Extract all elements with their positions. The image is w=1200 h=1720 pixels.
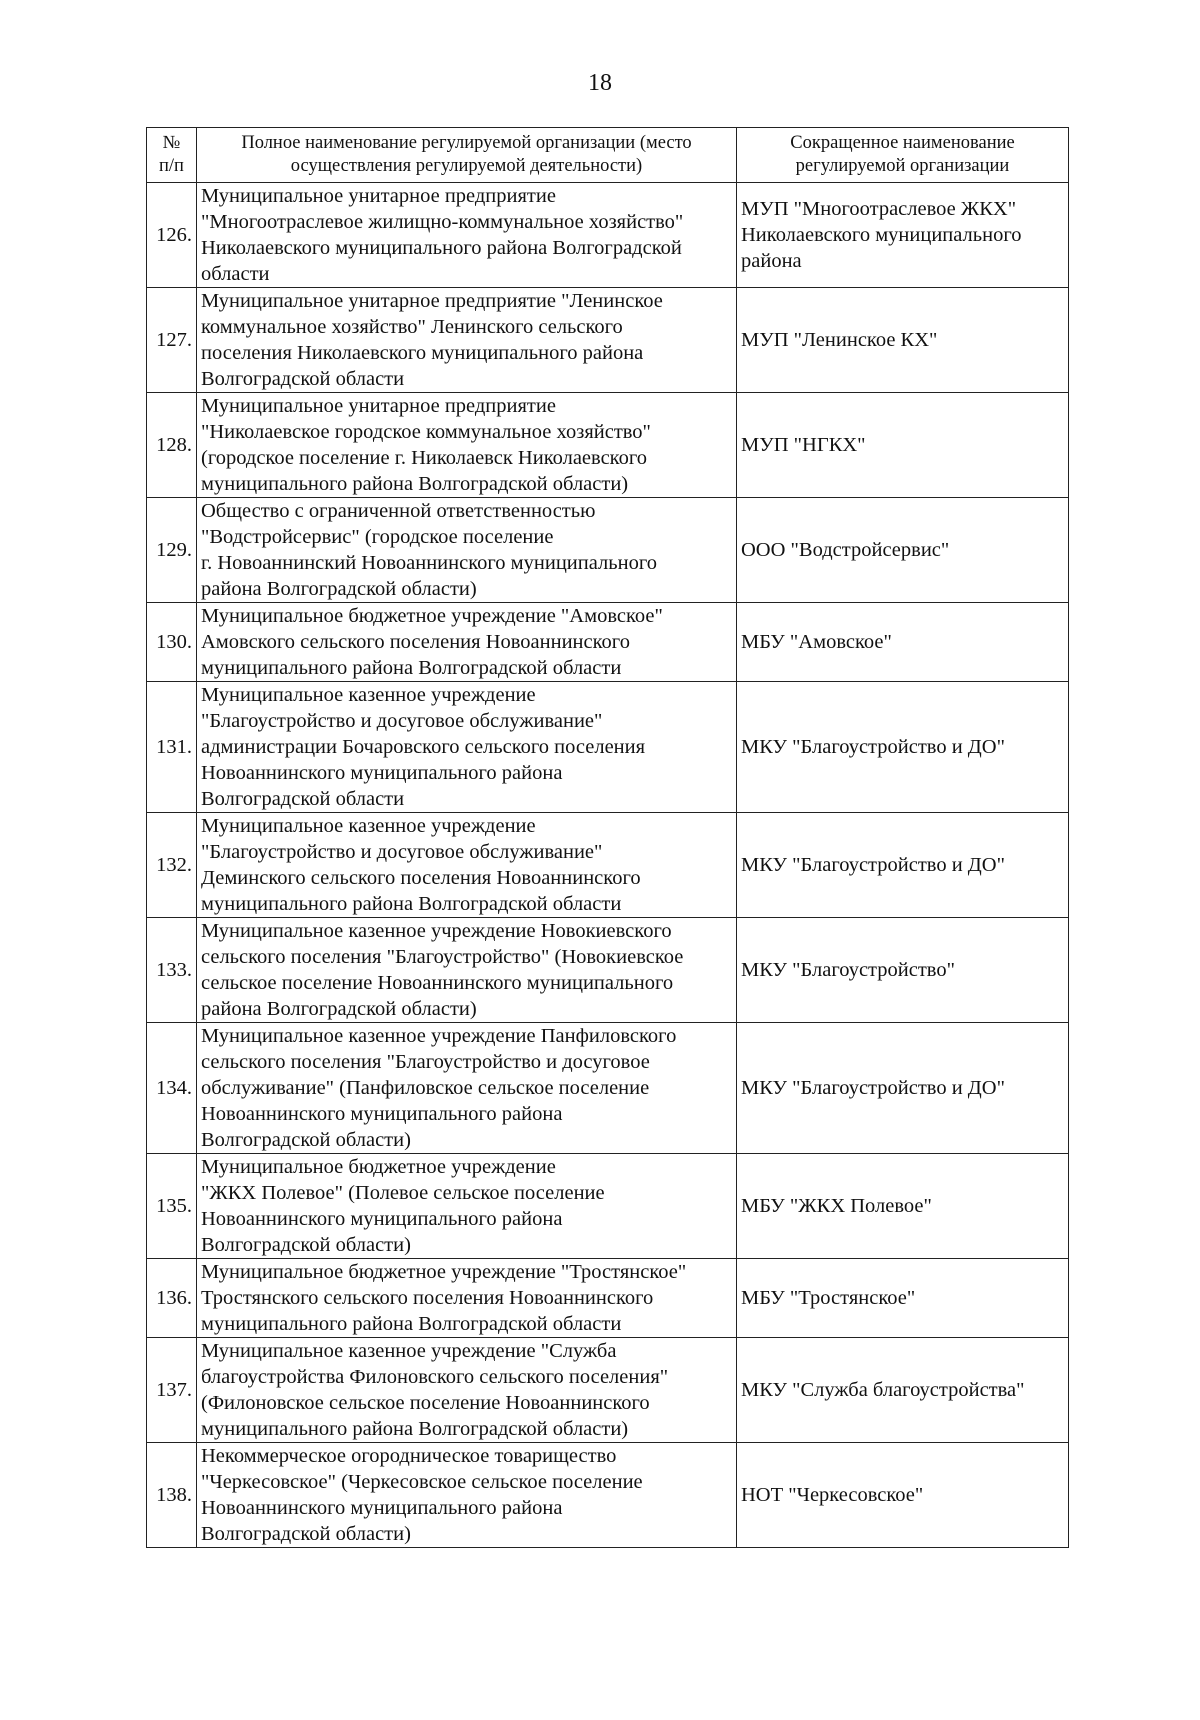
full-name-line: муниципального района Волгоградской области xyxy=(201,657,622,679)
table-row xyxy=(147,288,1069,393)
full-name-cell xyxy=(197,1259,737,1338)
full-name-line: Некоммерческое огородническое товарищество xyxy=(201,1445,617,1467)
full-name-line: Деминского сельского поселения Новоаннинского xyxy=(201,867,641,889)
header-number-line: № xyxy=(162,133,181,153)
full-name-line: Общество с ограниченной ответственностью xyxy=(201,500,596,522)
full-name-line: Николаевского муниципального района Волгоградской xyxy=(201,237,682,259)
short-name-cell xyxy=(737,682,1069,813)
row-number: 131. xyxy=(147,682,197,813)
full-name-line: Волгоградской области) xyxy=(201,1523,411,1545)
full-name-cell xyxy=(197,1154,737,1259)
short-name-cell xyxy=(737,1443,1069,1548)
full-name-cell xyxy=(197,183,737,288)
full-name-line: Муниципальное унитарное предприятие xyxy=(201,185,556,207)
full-name-cell xyxy=(197,1443,737,1548)
full-name-cell xyxy=(197,498,737,603)
full-name-line: благоустройства Филоновского сельского поселения" xyxy=(201,1366,669,1388)
full-name-line: Волгоградской области xyxy=(201,788,405,810)
header-short-name-line: Сокращенное наименование xyxy=(790,133,1015,153)
full-name-line: Муниципальное бюджетное учреждение "Амовское" xyxy=(201,605,663,627)
short-name-cell xyxy=(737,1338,1069,1443)
full-name-line: Новоаннинского муниципального района xyxy=(201,1497,563,1519)
header-full-name xyxy=(197,128,737,183)
full-name-line: муниципального района Волгоградской области xyxy=(201,893,622,915)
table-row xyxy=(147,918,1069,1023)
header-short-name-line: регулируемой организации xyxy=(795,156,1010,176)
header-full-name-line: осуществления регулируемой деятельности) xyxy=(290,156,643,176)
full-name-cell xyxy=(197,603,737,682)
full-name-cell xyxy=(197,813,737,918)
full-name-line: коммунальное хозяйство" Ленинского сельского xyxy=(201,316,623,338)
short-name-line: МБУ "Тростянское" xyxy=(741,1287,916,1309)
row-number: 126. xyxy=(147,183,197,288)
full-name-line: Муниципальное казенное учреждение Новокиевского xyxy=(201,920,672,942)
full-name-line: области xyxy=(201,263,270,285)
full-name-cell xyxy=(197,1023,737,1154)
full-name-cell xyxy=(197,918,737,1023)
table-row xyxy=(147,1259,1069,1338)
table-row xyxy=(147,1338,1069,1443)
full-name-line: Новоаннинского муниципального района xyxy=(201,762,563,784)
full-name-line: муниципального района Волгоградской области) xyxy=(201,1418,629,1440)
short-name-cell xyxy=(737,1259,1069,1338)
full-name-line: Муниципальное казенное учреждение xyxy=(201,815,536,837)
full-name-line: "ЖКХ Полевое" (Полевое сельское поселение xyxy=(201,1182,605,1204)
row-number: 130. xyxy=(147,603,197,682)
table-row xyxy=(147,1154,1069,1259)
full-name-cell xyxy=(197,393,737,498)
short-name-line: МБУ "Амовское" xyxy=(741,631,892,653)
full-name-line: обслуживание" (Панфиловское сельское поселение xyxy=(201,1077,650,1099)
short-name-line: МКУ "Благоустройство и ДО" xyxy=(741,854,1005,876)
full-name-line: администрации Бочаровского сельского поселения xyxy=(201,736,646,758)
header-number-line: п/п xyxy=(159,156,184,176)
full-name-line: "Благоустройство и досуговое обслуживание" xyxy=(201,841,603,863)
short-name-line: МУП "НГКХ" xyxy=(741,434,866,456)
short-name-cell xyxy=(737,393,1069,498)
full-name-line: сельского поселения "Благоустройство" (Новокиевское xyxy=(201,946,684,968)
full-name-cell xyxy=(197,288,737,393)
short-name-line: района xyxy=(741,250,802,272)
short-name-line: МУП "Многоотраслевое ЖКХ" xyxy=(741,198,1017,220)
table-row xyxy=(147,813,1069,918)
full-name-cell xyxy=(197,682,737,813)
full-name-line: района Волгоградской области) xyxy=(201,578,477,600)
short-name-cell xyxy=(737,1154,1069,1259)
full-name-line: Муниципальное казенное учреждение xyxy=(201,684,536,706)
full-name-line: "Многоотраслевое жилищно-коммунальное хозяйство" xyxy=(201,211,684,233)
table-body xyxy=(147,183,1069,1548)
table-row xyxy=(147,393,1069,498)
table-header xyxy=(147,128,1069,183)
short-name-line: МУП "Ленинское КХ" xyxy=(741,329,938,351)
short-name-cell xyxy=(737,288,1069,393)
short-name-line: МКУ "Благоустройство и ДО" xyxy=(741,1077,1005,1099)
short-name-cell xyxy=(737,1023,1069,1154)
full-name-line: "Благоустройство и досуговое обслуживание" xyxy=(201,710,603,732)
short-name-cell xyxy=(737,918,1069,1023)
row-number: 136. xyxy=(147,1259,197,1338)
full-name-line: Новоаннинского муниципального района xyxy=(201,1208,563,1230)
header-full-name-line: Полное наименование регулируемой организации (место xyxy=(241,133,692,153)
full-name-line: Муниципальное унитарное предприятие xyxy=(201,395,556,417)
full-name-cell xyxy=(197,1338,737,1443)
page-number: 18 xyxy=(588,70,612,96)
row-number: 129. xyxy=(147,498,197,603)
row-number: 138. xyxy=(147,1443,197,1548)
row-number: 127. xyxy=(147,288,197,393)
full-name-line: сельского поселения "Благоустройство и досуговое xyxy=(201,1051,650,1073)
full-name-line: Муниципальное казенное учреждение Панфиловского xyxy=(201,1025,677,1047)
full-name-line: поселения Николаевского муниципального района xyxy=(201,342,644,364)
header-number xyxy=(147,128,197,183)
row-number: 134. xyxy=(147,1023,197,1154)
row-number: 132. xyxy=(147,813,197,918)
full-name-line: Амовского сельского поселения Новоаннинского xyxy=(201,631,630,653)
full-name-line: "Черкесовское" (Черкесовское сельское поселение xyxy=(201,1471,643,1493)
full-name-line: Волгоградской области) xyxy=(201,1129,411,1151)
short-name-line: МКУ "Служба благоустройства" xyxy=(741,1379,1025,1401)
row-number: 137. xyxy=(147,1338,197,1443)
row-number: 135. xyxy=(147,1154,197,1259)
row-number: 128. xyxy=(147,393,197,498)
short-name-line: МКУ "Благоустройство" xyxy=(741,959,955,981)
full-name-line: Муниципальное бюджетное учреждение "Тростянское" xyxy=(201,1261,687,1283)
table-row xyxy=(147,603,1069,682)
short-name-cell xyxy=(737,813,1069,918)
table-row xyxy=(147,1023,1069,1154)
full-name-line: Тростянского сельского поселения Новоаннинского xyxy=(201,1287,654,1309)
full-name-line: муниципального района Волгоградской области xyxy=(201,1313,622,1335)
full-name-line: (Филоновское сельское поселение Новоаннинского xyxy=(201,1392,650,1414)
organizations-table xyxy=(146,127,1069,1548)
short-name-line: МКУ "Благоустройство и ДО" xyxy=(741,736,1005,758)
full-name-line: "Николаевское городское коммунальное хозяйство" xyxy=(201,421,651,443)
full-name-line: сельское поселение Новоаннинского муниципального xyxy=(201,972,674,994)
short-name-line: НОТ "Черкесовское" xyxy=(741,1484,924,1506)
full-name-line: Муниципальное казенное учреждение "Служба xyxy=(201,1340,617,1362)
full-name-line: "Водстройсервис" (городское поселение xyxy=(201,526,554,548)
table-row xyxy=(147,498,1069,603)
full-name-line: (городское поселение г. Николаевск Николаевского xyxy=(201,447,647,469)
short-name-cell xyxy=(737,183,1069,288)
short-name-line: Николаевского муниципального xyxy=(741,224,1022,246)
full-name-line: Волгоградской области xyxy=(201,368,405,390)
short-name-line: МБУ "ЖКХ Полевое" xyxy=(741,1195,932,1217)
table-row xyxy=(147,183,1069,288)
full-name-line: Новоаннинского муниципального района xyxy=(201,1103,563,1125)
short-name-cell xyxy=(737,603,1069,682)
full-name-line: г. Новоаннинский Новоаннинского муниципального xyxy=(201,552,657,574)
full-name-line: муниципального района Волгоградской области) xyxy=(201,473,629,495)
header-short-name xyxy=(737,128,1069,183)
table-row xyxy=(147,1443,1069,1548)
full-name-line: Муниципальное бюджетное учреждение xyxy=(201,1156,556,1178)
header-row xyxy=(147,128,1069,183)
full-name-line: Волгоградской области) xyxy=(201,1234,411,1256)
row-number: 133. xyxy=(147,918,197,1023)
short-name-cell xyxy=(737,498,1069,603)
full-name-line: района Волгоградской области) xyxy=(201,998,477,1020)
short-name-line: ООО "Водстройсервис" xyxy=(741,539,950,561)
table-row xyxy=(147,682,1069,813)
full-name-line: Муниципальное унитарное предприятие "Ленинское xyxy=(201,290,663,312)
